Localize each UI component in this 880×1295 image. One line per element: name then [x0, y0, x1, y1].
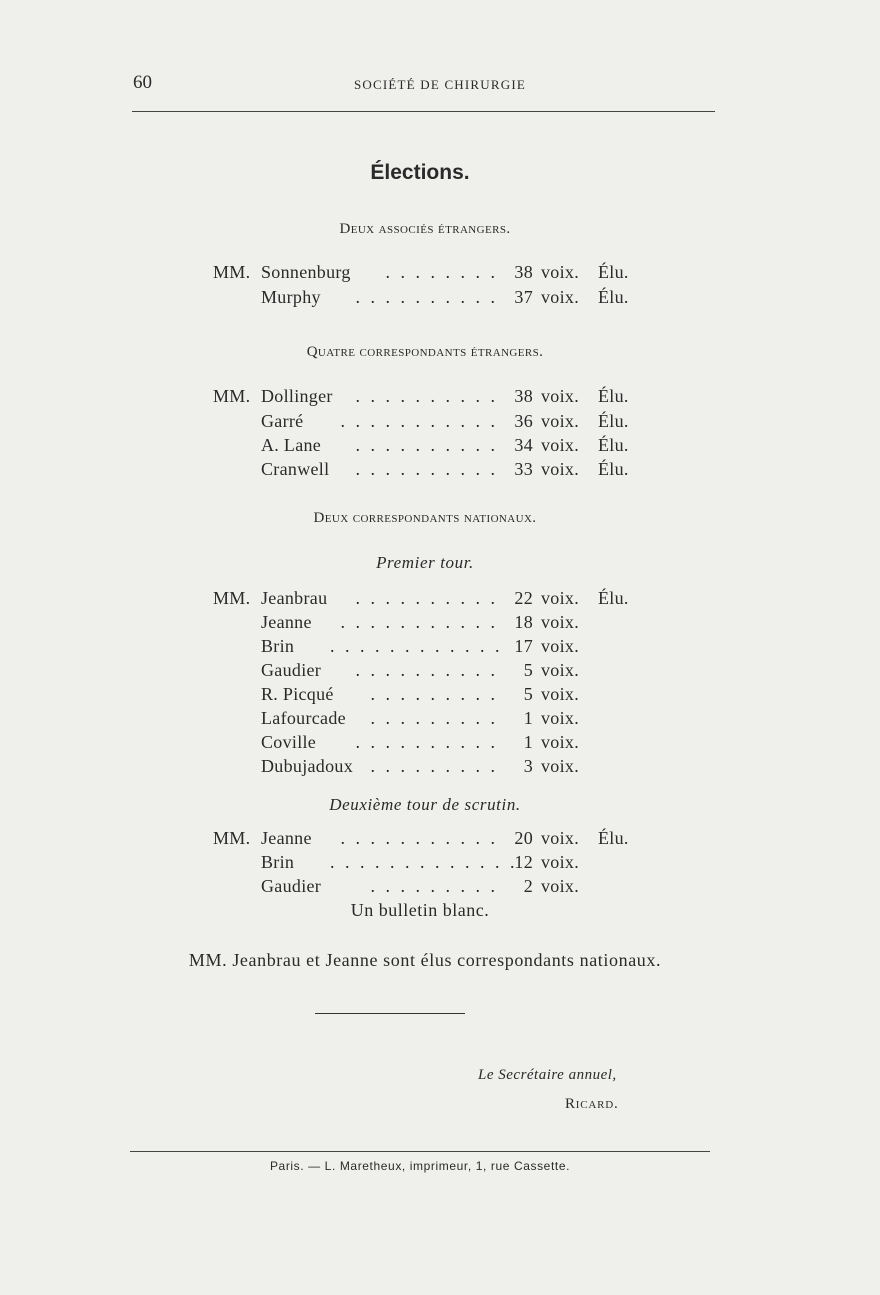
election-result: Élu. — [598, 435, 629, 455]
dot-leader: . . . . . . . . . — [370, 756, 498, 776]
candidate-name: Gaudier — [261, 660, 322, 680]
journal-title: SOCIÉTÉ DE CHIRURGIE — [353, 77, 527, 92]
vote-count: 22 — [514, 588, 533, 608]
dot-leader: . . . . . . . . . . — [355, 386, 498, 406]
vote-count: 17 — [514, 636, 533, 656]
dot-leader: . . . . . . . . . . — [355, 459, 498, 479]
section-title: Élections. — [370, 161, 470, 184]
result-row — [0, 636, 800, 661]
candidate-name: Garré — [261, 411, 304, 431]
candidate-name: Brin — [261, 636, 295, 656]
vote-unit: voix. — [541, 756, 580, 776]
vote-count: 5 — [523, 660, 533, 680]
candidate-name: Cranwell — [261, 459, 330, 479]
dot-leader: . . . . . . . . . . — [355, 435, 498, 455]
vote-count: 1 — [523, 732, 533, 752]
vote-unit: voix. — [541, 660, 580, 680]
dot-leader: . . . . . . . . . . . — [340, 828, 498, 848]
election-result: Élu. — [598, 411, 629, 431]
election-result: Élu. — [598, 588, 629, 608]
candidate-name: A. Lane — [261, 435, 322, 455]
vote-count: 3 — [523, 756, 533, 776]
result-row — [0, 612, 800, 637]
signature-name: Ricard. — [565, 1096, 619, 1112]
header-rule — [132, 111, 715, 112]
vote-unit: voix. — [541, 262, 580, 282]
row-prefix: MM. — [213, 588, 251, 608]
dot-leader: . . . . . . . . . . — [355, 660, 498, 680]
election-result: Élu. — [598, 386, 629, 406]
election-result: Élu. — [598, 262, 629, 282]
vote-unit: voix. — [541, 612, 580, 632]
candidate-name: Coville — [261, 732, 317, 752]
candidate-name: Jeanne — [261, 828, 312, 848]
dot-leader: . . . . . . . . . . . . — [330, 636, 503, 656]
group-heading-foreign-associates: Deux associés étrangers. — [339, 221, 511, 237]
election-result: Élu. — [598, 828, 629, 848]
signature-title: Le Secrétaire annuel, — [478, 1067, 617, 1083]
vote-count: 33 — [514, 459, 533, 479]
section-divider — [315, 1013, 465, 1014]
result-row — [0, 411, 800, 436]
vote-unit: voix. — [541, 636, 580, 656]
result-row — [0, 660, 800, 685]
vote-unit: voix. — [541, 708, 580, 728]
dot-leader: . . . . . . . . . . — [355, 287, 498, 307]
vote-count: 1 — [523, 708, 533, 728]
vote-unit: voix. — [541, 876, 580, 896]
vote-count: 2 — [523, 876, 533, 896]
candidate-name: Lafourcade — [261, 708, 346, 728]
vote-unit: voix. — [541, 732, 580, 752]
dot-leader: . . . . . . . . . . . — [340, 411, 498, 431]
dot-leader: . . . . . . . . . . . — [340, 612, 498, 632]
dot-leader: . . . . . . . . . — [370, 708, 498, 728]
result-row — [0, 732, 800, 757]
candidate-name: Brin — [261, 852, 295, 872]
result-row — [0, 852, 800, 877]
result-row — [0, 684, 800, 709]
candidate-name: Jeanbrau — [261, 588, 328, 608]
result-row — [0, 459, 800, 484]
vote-unit: voix. — [541, 411, 580, 431]
vote-unit: voix. — [541, 828, 580, 848]
vote-count: 5 — [523, 684, 533, 704]
vote-count: 38 — [514, 386, 533, 406]
result-row — [0, 386, 800, 411]
candidate-name: R. Picqué — [261, 684, 334, 704]
election-result: Élu. — [598, 287, 629, 307]
result-row — [0, 262, 800, 287]
dot-leader: . . . . . . . . . . . . . — [330, 852, 518, 872]
vote-unit: voix. — [541, 852, 580, 872]
group-heading-foreign-correspondents: Quatre correspondants étrangers. — [306, 344, 544, 360]
footer-rule — [130, 1151, 710, 1152]
group-heading-national-correspondents: Deux correspondants nationaux. — [313, 510, 537, 526]
dot-leader: . . . . . . . . . — [370, 684, 498, 704]
vote-unit: voix. — [541, 459, 580, 479]
candidate-name: Dollinger — [261, 386, 333, 406]
result-row — [0, 756, 800, 781]
candidate-name: Jeanne — [261, 612, 312, 632]
round-heading-second: Deuxième tour de scrutin. — [329, 795, 521, 814]
result-row — [0, 828, 800, 853]
blank-ballot-note: Un bulletin blanc. — [350, 900, 490, 920]
dot-leader: . . . . . . . . . . — [355, 732, 498, 752]
printer-imprint: Paris. — L. Maretheux, imprimeur, 1, rue Cassette. — [269, 1159, 571, 1173]
conclusion-paragraph: MM. Jeanbrau et Jeanne sont élus correspondants nationaux. — [188, 950, 662, 970]
candidate-name: Murphy — [261, 287, 321, 307]
vote-count: 34 — [514, 435, 533, 455]
election-result: Élu. — [598, 459, 629, 479]
dot-leader: . . . . . . . . — [385, 262, 498, 282]
round-heading-first: Premier tour. — [376, 553, 474, 572]
vote-unit: voix. — [541, 287, 580, 307]
vote-unit: voix. — [541, 684, 580, 704]
row-prefix: MM. — [213, 386, 251, 406]
dot-leader: . . . . . . . . . . — [355, 588, 498, 608]
vote-unit: voix. — [541, 435, 580, 455]
vote-unit: voix. — [541, 386, 580, 406]
result-row — [0, 287, 800, 312]
page-number: 60 — [133, 72, 152, 93]
vote-count: 37 — [514, 287, 533, 307]
row-prefix: MM. — [213, 262, 251, 282]
row-prefix: MM. — [213, 828, 251, 848]
result-row — [0, 708, 800, 733]
candidate-name: Gaudier — [261, 876, 322, 896]
candidate-name: Sonnenburg — [261, 262, 351, 282]
candidate-name: Dubujadoux — [261, 756, 353, 776]
vote-count: 36 — [514, 411, 533, 431]
result-row — [0, 435, 800, 460]
vote-count: 18 — [514, 612, 533, 632]
vote-count: 20 — [514, 828, 533, 848]
vote-count: 38 — [514, 262, 533, 282]
result-row — [0, 876, 800, 901]
dot-leader: . . . . . . . . . — [370, 876, 498, 896]
result-row — [0, 588, 800, 613]
vote-count: 12 — [514, 852, 533, 872]
vote-unit: voix. — [541, 588, 580, 608]
